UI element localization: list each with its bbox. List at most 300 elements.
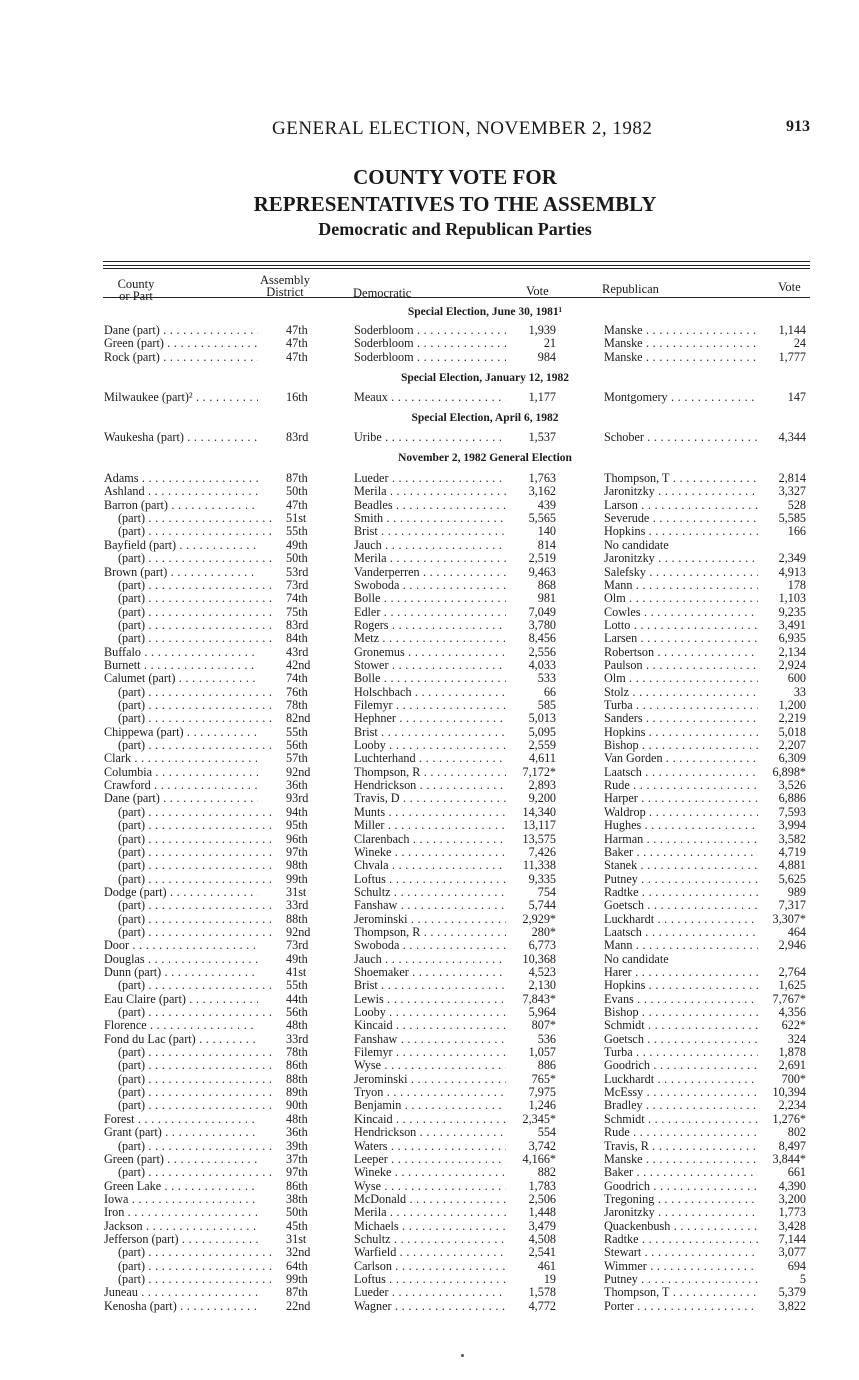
district-cell: 92nd [286, 764, 311, 779]
democratic-candidate-cell-text: Wyse [354, 1179, 382, 1193]
table-row [0, 659, 859, 672]
district-cell: 48th [286, 1111, 308, 1126]
republican-candidate-cell-text: Lotto [604, 618, 631, 632]
district-cell: 97th [286, 1165, 308, 1180]
democratic-candidate-cell-text: Metz [354, 632, 380, 646]
republican-candidate-cell-text: Goetsch [604, 1032, 644, 1046]
county-cell-text: Iron [104, 1206, 125, 1220]
county-cell [104, 926, 272, 939]
top-rule-1 [103, 261, 810, 262]
republican-candidate-cell [604, 939, 758, 952]
county-cell [104, 1140, 272, 1153]
republican-candidate-cell-text: Manske [604, 1152, 643, 1166]
democratic-vote-cell: 7,049 [528, 604, 556, 619]
district-cell: 73rd [286, 938, 309, 953]
democratic-candidate-cell [354, 819, 506, 832]
table-row [0, 566, 859, 579]
democratic-vote-cell: 1,246 [528, 1098, 556, 1113]
democratic-vote-cell: 984 [537, 350, 556, 364]
democratic-candidate-cell [354, 1113, 506, 1126]
republican-vote-cell: 147 [787, 390, 806, 404]
district-cell: 50th [286, 484, 308, 499]
district-cell: 32nd [286, 1245, 311, 1260]
democratic-candidate-cell [354, 1286, 506, 1299]
table-row [0, 966, 859, 979]
republican-vote-cell: 5,018 [778, 724, 806, 739]
republican-candidate-cell [604, 499, 758, 512]
district-cell: 39th [286, 1138, 308, 1153]
county-cell [104, 833, 272, 846]
county-cell [104, 739, 272, 752]
county-cell [104, 686, 272, 699]
county-cell-text: Dane (part) [104, 792, 160, 806]
district-cell: 84th [286, 631, 308, 646]
republican-vote-cell: 1,276* [772, 1111, 806, 1126]
republican-candidate-cell [604, 1300, 758, 1313]
democratic-vote-cell: 2,893 [528, 778, 556, 792]
county-cell [104, 1193, 258, 1206]
district-cell: 64th [286, 1258, 308, 1273]
column-header-republican: Republican [602, 282, 659, 296]
republican-candidate-cell-text: Olm [604, 672, 626, 686]
county-cell [104, 606, 272, 619]
republican-candidate-cell-text: Mann [604, 578, 633, 592]
republican-candidate-cell-text: Bishop [604, 1006, 639, 1019]
democratic-candidate-cell [354, 1166, 506, 1179]
county-cell [104, 619, 272, 632]
democratic-candidate-cell-text: Miller [354, 819, 385, 833]
republican-candidate-cell [604, 1220, 758, 1233]
table-row [0, 499, 859, 512]
table-row [0, 1126, 859, 1139]
republican-candidate-cell-text: Paulson [604, 658, 643, 672]
democratic-candidate-cell-text: Chvala [354, 859, 389, 873]
republican-candidate-cell-text: Thompson, T [604, 472, 670, 485]
county-cell-text: Forest [104, 1112, 135, 1126]
county-cell-text: Jackson [104, 1219, 143, 1233]
republican-candidate-cell [604, 792, 758, 805]
democratic-vote-cell: 754 [537, 884, 556, 899]
county-cell-text: Jefferson (part) [104, 1232, 179, 1246]
republican-candidate-cell [604, 859, 758, 872]
republican-candidate-cell-text: Luckhardt [604, 1072, 655, 1086]
county-cell-text: Dane (part) [104, 324, 160, 337]
table-row [0, 592, 859, 605]
district-cell: 42nd [286, 657, 311, 672]
district-cell: 56th [286, 738, 308, 752]
table-row [0, 1220, 859, 1233]
district-cell: 47th [286, 323, 308, 337]
table-row [0, 859, 859, 872]
republican-candidate-cell-text: Tregoning [604, 1192, 655, 1206]
democratic-candidate-cell-text: Thompson, R [354, 925, 421, 939]
democratic-candidate-cell [354, 431, 506, 444]
district-cell: 83rd [286, 430, 309, 444]
county-cell [104, 1153, 258, 1166]
republican-candidate-cell-text: Waldrop [604, 805, 646, 819]
county-cell-text: (part) [118, 1006, 146, 1019]
district-cell: 38th [286, 1191, 308, 1206]
republican-candidate-cell [604, 886, 758, 899]
republican-candidate-cell-text: Rude [604, 1126, 630, 1140]
democratic-candidate-cell [354, 1046, 506, 1059]
democratic-candidate-cell [354, 792, 506, 805]
republican-candidate-cell-text: Evans [604, 992, 634, 1006]
democratic-candidate-cell [354, 337, 506, 350]
democratic-candidate-cell-text: Wineke [354, 845, 392, 859]
democratic-vote-cell: 6,773 [528, 938, 556, 953]
county-cell-text: (part) [118, 845, 146, 859]
democratic-candidate-cell-text: Gronemus [354, 645, 405, 659]
county-cell-text: (part) [118, 1059, 146, 1073]
table-row [0, 833, 859, 846]
county-cell-text: (part) [118, 912, 146, 926]
county-cell-text: Clark [104, 752, 132, 766]
democratic-vote-cell: 9,463 [528, 564, 556, 579]
republican-candidate-cell [604, 966, 758, 979]
district-cell: 93rd [286, 791, 309, 806]
county-cell-text: (part) [118, 525, 146, 539]
democratic-candidate-cell-text: Kincaid [354, 1019, 393, 1033]
republican-candidate-cell [604, 739, 758, 752]
republican-vote-cell: 3,822 [778, 1298, 806, 1313]
district-cell: 36th [286, 778, 308, 792]
district-cell: 94th [286, 804, 308, 819]
republican-vote-cell: 3,491 [778, 617, 806, 632]
republican-vote-cell: 3,582 [778, 831, 806, 846]
county-cell-text: (part) [118, 899, 146, 913]
county-cell-text: (part) [118, 925, 146, 939]
democratic-candidate-cell-text: Jerominski [354, 1072, 408, 1086]
district-cell: 73rd [286, 577, 309, 592]
county-cell [104, 324, 258, 337]
table-row [0, 899, 859, 912]
democratic-candidate-cell [354, 579, 506, 592]
democratic-candidate-cell [354, 1300, 506, 1313]
democratic-candidate-cell-text: Looby [354, 739, 386, 752]
republican-vote-cell: 3,994 [778, 818, 806, 833]
republican-vote-cell: 528 [787, 497, 806, 512]
republican-vote-cell: 1,200 [778, 698, 806, 712]
democratic-candidate-cell-text: Holschbach [354, 685, 412, 699]
table-row [0, 1180, 859, 1193]
table-row [0, 431, 859, 444]
republican-candidate-cell-text: Schmidt [604, 1019, 645, 1033]
district-cell: 49th [286, 951, 308, 966]
democratic-candidate-cell [354, 1193, 506, 1206]
district-cell: 56th [286, 1005, 308, 1019]
democratic-candidate-cell-text: Lueder [354, 1286, 389, 1300]
democratic-vote-cell: 280* [531, 924, 556, 939]
county-cell-text: Brown (part) [104, 565, 168, 579]
democratic-candidate-cell [354, 913, 506, 926]
democratic-vote-cell: 814 [537, 537, 556, 552]
democratic-candidate-cell-text: Lueder [354, 472, 389, 485]
democratic-vote-cell: 1,057 [528, 1045, 556, 1059]
district-cell: 90th [286, 1098, 308, 1113]
republican-candidate-cell [604, 619, 758, 632]
district-cell: 97th [286, 844, 308, 859]
republican-candidate-cell-text: Quackenbush [604, 1219, 671, 1233]
table-row [0, 1140, 859, 1153]
republican-candidate-cell-text: Baker [604, 1166, 634, 1180]
democratic-candidate-cell [354, 979, 506, 992]
table-row [0, 1260, 859, 1273]
democratic-candidate-cell-text: Soderbloom [354, 324, 414, 337]
county-cell [104, 1286, 258, 1299]
republican-candidate-cell [604, 1019, 758, 1032]
republican-candidate-cell [604, 1086, 758, 1099]
county-cell [104, 337, 258, 350]
district-cell: 44th [286, 991, 308, 1006]
county-cell [104, 1099, 272, 1112]
republican-candidate-cell-text: Bradley [604, 1099, 643, 1113]
republican-vote-cell: 324 [787, 1031, 806, 1046]
county-cell [104, 485, 258, 498]
district-cell: 76th [286, 684, 308, 699]
republican-candidate-cell-text: Hopkins [604, 525, 646, 539]
county-cell-text: Bayfield (part) [104, 538, 177, 552]
county-cell [104, 659, 258, 672]
district-cell: 88th [286, 911, 308, 926]
county-cell [104, 913, 272, 926]
republican-candidate-cell-text: Harer [604, 966, 632, 979]
county-cell-text: Columbia [104, 765, 153, 779]
republican-vote-cell: 5,625 [778, 871, 806, 886]
county-cell-text: (part) [118, 578, 146, 592]
county-cell [104, 472, 258, 485]
democratic-vote-cell: 4,033 [528, 657, 556, 672]
county-cell [104, 792, 258, 805]
democratic-candidate-cell [354, 1059, 506, 1072]
republican-candidate-cell [604, 1246, 758, 1259]
county-cell-text: Grant (part) [104, 1126, 162, 1140]
table-row [0, 1233, 859, 1246]
district-cell: 75th [286, 604, 308, 619]
district-cell: 53rd [286, 564, 309, 579]
republican-candidate-cell [604, 699, 758, 712]
county-cell-text: (part) [118, 552, 146, 566]
democratic-vote-cell: 21 [543, 336, 556, 350]
republican-candidate-cell: No candidate [604, 952, 669, 966]
table-row [0, 485, 859, 498]
democratic-candidate-cell [354, 646, 506, 659]
county-cell-text: Fond du Lac (part) [104, 1032, 196, 1046]
democratic-vote-cell: 7,843* [522, 991, 556, 1006]
county-cell-text: (part) [118, 1166, 146, 1180]
democratic-candidate-cell-text: Brist [354, 525, 378, 539]
county-cell-text: Kenosha (part) [104, 1299, 177, 1313]
democratic-vote-cell: 461 [537, 1258, 556, 1273]
county-cell [104, 1033, 258, 1046]
county-cell-text: Buffalo [104, 645, 142, 659]
democratic-candidate-cell-text: Lewis [354, 992, 384, 1006]
republican-vote-cell: 8,497 [778, 1138, 806, 1153]
democratic-candidate-cell-text: Uribe [354, 431, 382, 444]
table-row [0, 579, 859, 592]
democratic-vote-cell: 3,780 [528, 617, 556, 632]
republican-candidate-cell-text: Cowles [604, 605, 641, 619]
democratic-vote-cell: 4,611 [529, 751, 556, 766]
republican-vote-cell: 700* [781, 1071, 806, 1086]
republican-vote-cell: 3,844* [772, 1151, 806, 1166]
county-cell [104, 1246, 272, 1259]
democratic-candidate-cell-text: Munts [354, 805, 386, 819]
democratic-candidate-cell-text: Beadles [354, 498, 393, 512]
republican-vote-cell: 6,935 [778, 631, 806, 646]
county-cell-text: (part) [118, 1099, 146, 1113]
county-cell-text: (part) [118, 685, 146, 699]
republican-candidate-cell-text: Sanders [604, 712, 643, 726]
republican-candidate-cell-text: Goetsch [604, 899, 644, 913]
county-cell [104, 539, 258, 552]
table-row [0, 619, 859, 632]
republican-vote-cell: 3,327 [778, 484, 806, 499]
republican-candidate-cell [604, 819, 758, 832]
democratic-candidate-cell-text: Schultz [354, 1232, 391, 1246]
republican-vote-cell: 464 [787, 924, 806, 939]
republican-candidate-cell-text: Thompson, T [604, 1286, 670, 1300]
republican-candidate-cell-text: Hopkins [604, 979, 646, 993]
democratic-candidate-cell-text: Hendrickson [354, 1126, 417, 1140]
democratic-candidate-cell-text: Waters [354, 1139, 388, 1153]
table-row [0, 819, 859, 832]
table-row [0, 1073, 859, 1086]
republican-candidate-cell-text: Mann [604, 939, 633, 953]
county-cell-text: (part) [118, 1086, 146, 1100]
republican-candidate-cell-text: Travis, R [604, 1139, 649, 1153]
republican-vote-cell: 7,317 [778, 898, 806, 913]
county-cell [104, 846, 272, 859]
county-cell-text: (part) [118, 1246, 146, 1260]
democratic-candidate-cell [354, 1180, 506, 1193]
republican-vote-cell: 7,144 [778, 1231, 806, 1246]
democratic-candidate-cell-text: Travis, D [354, 792, 400, 806]
republican-vote-cell: 2,924 [778, 657, 806, 672]
democratic-candidate-cell [354, 846, 506, 859]
republican-vote-cell: 622* [781, 1018, 806, 1033]
republican-candidate-cell-text: Robertson [604, 645, 655, 659]
county-cell-text: (part) [118, 512, 146, 525]
county-cell [104, 592, 272, 605]
democratic-vote-cell: 533 [537, 671, 556, 686]
democratic-candidate-cell-text: Soderbloom [354, 337, 414, 350]
democratic-vote-cell: 3,479 [528, 1218, 556, 1233]
republican-candidate-cell [604, 686, 758, 699]
county-cell-text: Burnett [104, 658, 141, 672]
republican-vote-cell: 6,886 [778, 791, 806, 806]
table-row [0, 766, 859, 779]
county-cell [104, 431, 258, 444]
district-cell: 92nd [286, 924, 311, 939]
republican-vote-cell: 3,077 [778, 1245, 806, 1260]
republican-candidate-cell [604, 1233, 758, 1246]
republican-candidate-cell-text: Turba [604, 699, 633, 712]
county-cell [104, 1019, 258, 1032]
democratic-candidate-cell [354, 686, 506, 699]
democratic-candidate-cell [354, 712, 506, 725]
republican-vote-cell: 1,773 [778, 1205, 806, 1220]
democratic-candidate-cell [354, 592, 506, 605]
democratic-vote-cell: 886 [537, 1058, 556, 1073]
district-cell: 43rd [286, 644, 309, 659]
section-title: Special Election, January 12, 1982 [400, 372, 570, 384]
democratic-candidate-cell [354, 1099, 506, 1112]
republican-candidate-cell [604, 512, 758, 525]
democratic-candidate-cell [354, 766, 506, 779]
republican-vote-cell: 4,390 [778, 1178, 806, 1193]
republican-candidate-cell [604, 552, 758, 565]
democratic-vote-cell: 1,448 [528, 1205, 556, 1220]
democratic-candidate-cell-text: Bolle [354, 592, 381, 606]
republican-vote-cell: 989 [787, 884, 806, 899]
county-cell-text: Dodge (part) [104, 885, 167, 899]
county-cell [104, 699, 272, 712]
democratic-candidate-cell [354, 539, 506, 552]
democratic-vote-cell: 7,426 [528, 844, 556, 859]
county-cell-text: Green (part) [104, 1152, 164, 1166]
democratic-vote-cell: 19 [543, 1272, 556, 1286]
republican-candidate-cell [604, 1113, 758, 1126]
county-cell [104, 1086, 272, 1099]
republican-candidate-cell-text: Radtke [604, 885, 639, 899]
county-cell [104, 979, 272, 992]
democratic-candidate-cell [354, 499, 506, 512]
republican-candidate-cell-text: Luckhardt [604, 912, 655, 926]
democratic-candidate-cell-text: Rogers [354, 618, 389, 632]
democratic-vote-cell: 2,929* [522, 911, 556, 926]
republican-vote-cell: 2,134 [778, 644, 806, 659]
table-row [0, 699, 859, 712]
county-cell-text: Crawford [104, 779, 151, 792]
district-cell: 78th [286, 698, 308, 712]
county-cell [104, 552, 272, 565]
table-row [0, 632, 859, 645]
county-cell-text: (part) [118, 605, 146, 619]
county-cell [104, 966, 258, 979]
democratic-candidate-cell [354, 472, 506, 485]
footer-mark [461, 1354, 464, 1357]
republican-vote-cell: 7,767* [772, 991, 806, 1006]
democratic-candidate-cell [354, 1086, 506, 1099]
republican-candidate-cell [604, 1046, 758, 1059]
republican-candidate-cell [604, 726, 758, 739]
republican-vote-cell: 6,898* [772, 764, 806, 779]
county-cell-text: Calumet (part) [104, 672, 176, 686]
district-cell: 78th [286, 1045, 308, 1059]
district-cell: 49th [286, 537, 308, 552]
republican-candidate-cell-text: Montgomery [604, 391, 668, 404]
democratic-vote-cell: 882 [537, 1165, 556, 1180]
table-row [0, 926, 859, 939]
democratic-vote-cell: 807* [531, 1018, 556, 1033]
democratic-candidate-cell [354, 1073, 506, 1086]
county-cell [104, 766, 258, 779]
column-header-rep-vote: Vote [778, 280, 801, 294]
county-cell [104, 939, 258, 952]
district-cell: 82nd [286, 711, 311, 726]
table-row [0, 324, 859, 337]
county-cell-text: (part) [118, 739, 146, 752]
republican-candidate-cell-text: Stolz [604, 685, 630, 699]
title-line-2: REPRESENTATIVES TO THE ASSEMBLY [253, 192, 657, 216]
democratic-candidate-cell-text: Kincaid [354, 1112, 393, 1126]
table-row [0, 1099, 859, 1112]
republican-candidate-cell-text: Larson [604, 498, 638, 512]
democratic-candidate-cell [354, 953, 506, 966]
democratic-vote-cell: 5,565 [528, 511, 556, 525]
district-cell: 57th [286, 751, 308, 766]
